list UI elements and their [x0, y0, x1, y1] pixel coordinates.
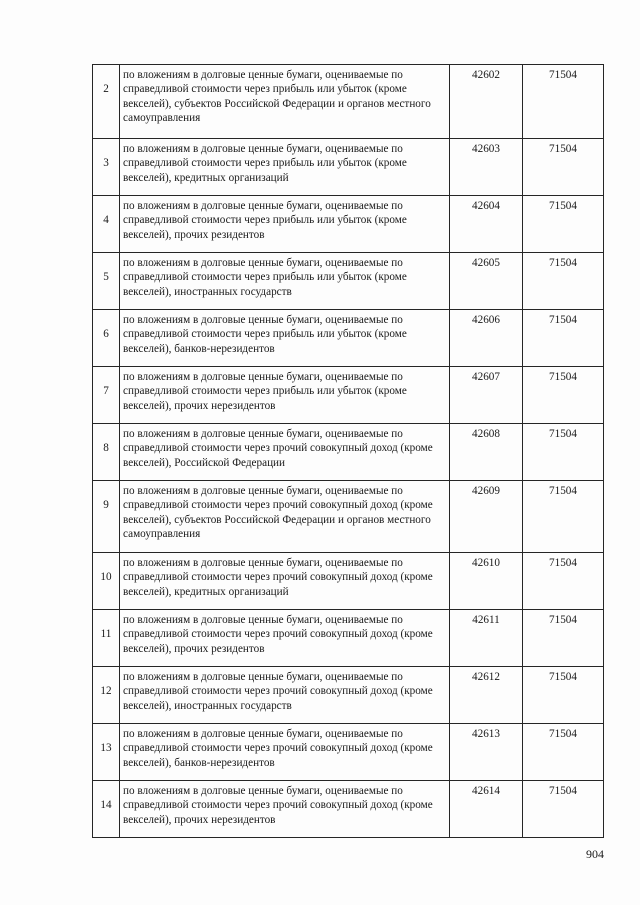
- row-symbol: 71504: [523, 781, 604, 838]
- row-symbol: 71504: [523, 667, 604, 724]
- row-description: по вложениям в долговые ценные бумаги, оцениваемые по справедливой стоимости через прочий совокупный доход (кроме векселей), субъектов Российской Федерации и органов местного самоуправления: [120, 481, 450, 553]
- row-number: 12: [93, 667, 120, 724]
- row-symbol: 71504: [523, 139, 604, 196]
- row-description: по вложениям в долговые ценные бумаги, оцениваемые по справедливой стоимости через прочий совокупный доход (кроме векселей), кредитных организаций: [120, 553, 450, 610]
- row-account: 42609: [450, 481, 523, 553]
- row-number: 4: [93, 196, 120, 253]
- row-account: 42613: [450, 724, 523, 781]
- row-number: 2: [93, 65, 120, 139]
- row-description: по вложениям в долговые ценные бумаги, оцениваемые по справедливой стоимости через прибыль или убыток (кроме векселей), субъектов Российской Федерации и органов местного самоуправления: [120, 65, 450, 139]
- row-number: 10: [93, 553, 120, 610]
- row-description: по вложениям в долговые ценные бумаги, оцениваемые по справедливой стоимости через прибыль или убыток (кроме векселей), кредитных организаций: [120, 139, 450, 196]
- table-row: [93, 553, 604, 610]
- row-account: 42603: [450, 139, 523, 196]
- row-account: 42611: [450, 610, 523, 667]
- row-number: 6: [93, 310, 120, 367]
- row-symbol: 71504: [523, 424, 604, 481]
- row-account: 42608: [450, 424, 523, 481]
- row-symbol: 71504: [523, 481, 604, 553]
- row-symbol: 71504: [523, 196, 604, 253]
- row-symbol: 71504: [523, 724, 604, 781]
- table-row: [93, 253, 604, 310]
- table-row: [93, 667, 604, 724]
- table-row: [93, 310, 604, 367]
- row-symbol: 71504: [523, 367, 604, 424]
- row-account: 42606: [450, 310, 523, 367]
- row-description: по вложениям в долговые ценные бумаги, оцениваемые по справедливой стоимости через прочий совокупный доход (кроме векселей), банков-нерезидентов: [120, 724, 450, 781]
- row-number: 9: [93, 481, 120, 553]
- row-number: 13: [93, 724, 120, 781]
- row-account: 42605: [450, 253, 523, 310]
- table-row: [93, 724, 604, 781]
- row-symbol: 71504: [523, 65, 604, 139]
- row-number: 3: [93, 139, 120, 196]
- table-row: [93, 481, 604, 553]
- row-description: по вложениям в долговые ценные бумаги, оцениваемые по справедливой стоимости через прибыль или убыток (кроме векселей), иностранных государств: [120, 253, 450, 310]
- row-account: 42602: [450, 65, 523, 139]
- row-number: 8: [93, 424, 120, 481]
- row-account: 42612: [450, 667, 523, 724]
- row-account: 42604: [450, 196, 523, 253]
- row-description: по вложениям в долговые ценные бумаги, оцениваемые по справедливой стоимости через прибыль или убыток (кроме векселей), банков-нерезидентов: [120, 310, 450, 367]
- row-symbol: 71504: [523, 253, 604, 310]
- row-number: 7: [93, 367, 120, 424]
- row-account: 42607: [450, 367, 523, 424]
- row-account: 42610: [450, 553, 523, 610]
- table-row: [93, 424, 604, 481]
- row-account: 42614: [450, 781, 523, 838]
- row-number: 11: [93, 610, 120, 667]
- row-symbol: 71504: [523, 553, 604, 610]
- row-symbol: 71504: [523, 310, 604, 367]
- row-number: 14: [93, 781, 120, 838]
- table-row: [93, 610, 604, 667]
- table-row: [93, 367, 604, 424]
- row-description: по вложениям в долговые ценные бумаги, оцениваемые по справедливой стоимости через прочий совокупный доход (кроме векселей), прочих резидентов: [120, 610, 450, 667]
- row-symbol: 71504: [523, 610, 604, 667]
- row-description: по вложениям в долговые ценные бумаги, оцениваемые по справедливой стоимости через прочий совокупный доход (кроме векселей), иностранных государств: [120, 667, 450, 724]
- accounts-table: [92, 64, 604, 838]
- table-row: [93, 196, 604, 253]
- row-number: 5: [93, 253, 120, 310]
- table-row: [93, 781, 604, 838]
- row-description: по вложениям в долговые ценные бумаги, оцениваемые по справедливой стоимости через прочий совокупный доход (кроме векселей), Российской Федерации: [120, 424, 450, 481]
- row-description: по вложениям в долговые ценные бумаги, оцениваемые по справедливой стоимости через прочий совокупный доход (кроме векселей), прочих нерезидентов: [120, 781, 450, 838]
- table-row: [93, 65, 604, 139]
- page-number: 904: [586, 847, 604, 861]
- table-row: [93, 139, 604, 196]
- row-description: по вложениям в долговые ценные бумаги, оцениваемые по справедливой стоимости через прибыль или убыток (кроме векселей), прочих резидентов: [120, 196, 450, 253]
- row-description: по вложениям в долговые ценные бумаги, оцениваемые по справедливой стоимости через прибыль или убыток (кроме векселей), прочих нерезидентов: [120, 367, 450, 424]
